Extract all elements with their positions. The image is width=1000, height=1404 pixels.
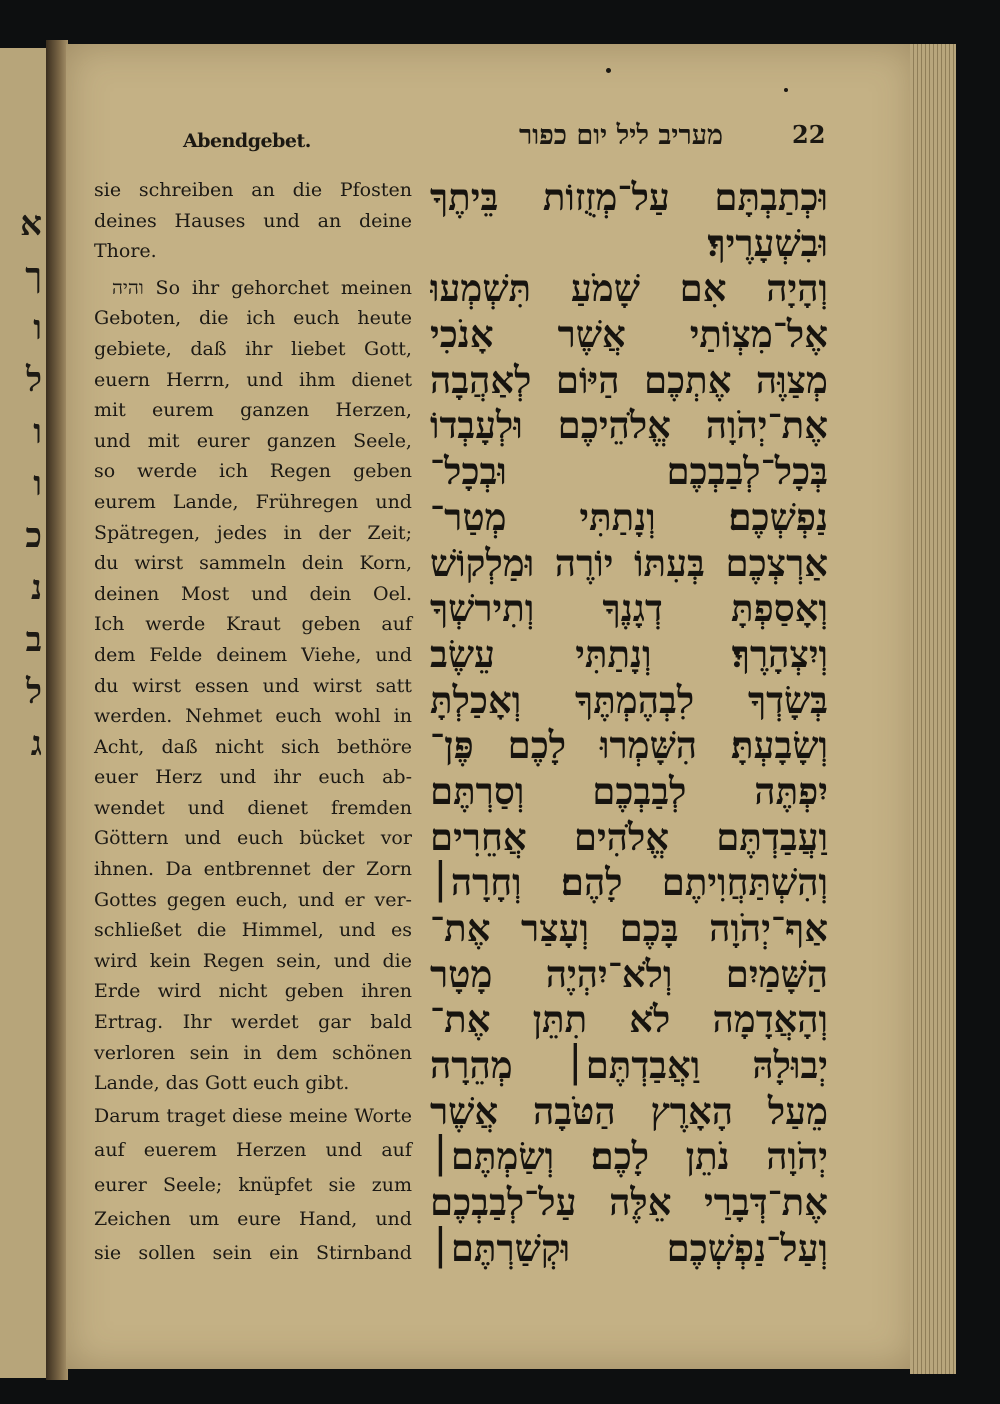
hebrew-line: וְהָאֲדָמָה לֹא תִתֵּן אֶת־ [430,997,828,1042]
german-line: mit eurem ganzen Herzen, [94,399,412,422]
previous-page-edge [0,48,48,1378]
german-line: Lande, das Gott euch gibt. [94,1072,350,1095]
german-line: Thore. [94,240,157,263]
german-line: gebiete, daß ihr liebet Gott, [94,337,412,360]
print-speck [606,68,611,73]
previous-page-glyph: ו [33,308,42,348]
previous-page-glyph: ך [25,256,42,296]
hebrew-line: יְהֹוָה נֹתֵן לָכֶם׃ וְשַׂמְתֶּם׀ [430,1134,828,1179]
hebrew-line: אֶת־דְּבָרַי אֵלֶּה עַל־לְבַבְכֶם [430,1180,828,1225]
running-head-german: Abendgebet. [183,130,311,152]
german-line: eurer Seele; knüpfet sie zum [94,1173,412,1196]
german-line: werden. Nehmet euch wohl in [94,705,412,728]
german-line: schließet die Himmel, und es [94,919,412,942]
previous-page-glyph: ו [33,412,42,452]
german-line: auf euerem Herzen und auf [94,1139,412,1162]
german-translation-column [94,175,412,1271]
hebrew-line: וַעֲבַדְתֶּם אֱלֹהִים אֲחֵרִים [430,814,828,859]
german-line: eurem Lande, Frühregen und [94,490,412,513]
german-line: und mit eurer ganzen Seele, [94,429,412,452]
previous-page-glyph: כ [25,516,42,556]
hebrew-line: בְּשָׂדְךָ לִבְהֶמְתֶּךָ וְאָכַלְתָּ [430,677,828,722]
german-line: ihnen. Da entbrennet der Zorn [94,858,412,881]
hebrew-line: יִפְתֶּה לְבַבְכֶם וְסַרְתֶּם [430,768,828,813]
german-line: Erde wird nicht geben ihren [94,980,412,1003]
book-gutter [46,40,68,1380]
hebrew-line: וְעַל־נַפְשְׁכֶם וּקְשַׁרְתֶּם׀ [430,1225,828,1270]
hebrew-line: וְיִצְהָרֶךָ׃ וְנָתַתִּי עֵשֶׂב [430,631,828,676]
german-line: sie sollen sein ein Stirnband [94,1242,412,1265]
german-line: verloren sein in dem schönen [94,1041,412,1064]
german-line: euern Herrn, und ihm dienet [94,368,412,391]
hebrew-line: בְּכָל־לְבַבְכֶם וּבְכָל־ [430,449,828,494]
hebrew-line: וְהִשְׁתַּחֲוִיתֶם לָהֶם׃ וְחָרָה׀ [430,860,828,905]
previous-page-glyph: ב [25,620,42,660]
german-line: Zeichen um eure Hand, und [94,1207,412,1230]
german-line: Darum traget diese meine Worte [94,1104,412,1127]
hebrew-line: אֶל־מִצְוֹתַי אֲשֶׁר אָנֹכִי [430,312,828,357]
hebrew-line: וְאָסַפְתָּ דְגָנֶךָ וְתִירשְׁךָ [430,586,828,631]
german-line: sie schreiben an die Pfosten [94,179,412,201]
hebrew-line: וְהָיָה אִם שָׁמֹעַ תִּשְׁמְעוּ [430,266,828,311]
german-line: wird kein Regen sein, und die [94,949,412,972]
german-line: Acht, daß nicht sich bethöre [94,735,412,758]
german-line: du wirst essen und wirst satt [94,674,412,697]
german-line: du wirst sammeln dein Korn, [94,552,412,575]
previous-page-glyph: ל [26,672,42,712]
german-line: euer Herz und ihr euch ab- [94,766,412,789]
previous-page-glyph: ו [33,464,42,504]
german-line: Ertrag. Ihr werdet gar bald [94,1011,412,1034]
hebrew-line: אַף־יְהֹוָה בָּכֶם וְעָצַר אֶת־ [430,906,828,950]
hebrew-line: וּבִשְׁעָרֶיךָ׃ [707,220,828,265]
page-number: 22 [792,120,826,149]
hebrew-line: אַרְצְכֶם בְּעִתּוֹ יוֹרֶה וּמַלְקוֹשׁ [430,540,828,585]
previous-page-glyph: נ [30,568,42,608]
hebrew-line: יְבוּלָהּ וַאֲבַדְתֶּם׀ מְהֵרָה [430,1043,828,1088]
german-line: deinen Most und dein Oel. [94,582,412,605]
page-edges [910,44,956,1374]
german-line: dem Felde deinem Viehe, und [94,643,412,666]
german-line: Göttern und euch bücket vor [94,827,412,850]
hebrew-line: מְצַוֶּה אֶתְכֶם הַיּוֹם לְאַהֲבָה [430,357,828,402]
german-line: Geboten, die ich euch heute [94,307,412,330]
running-head-hebrew: מעריב ליל יום כפור [518,120,724,151]
german-line: Spätregen, jedes in der Zeit; [94,521,412,544]
german-line: wendet und dienet fremden [94,796,412,819]
german-line: Ich werde Kraut geben auf [94,613,412,636]
hebrew-line: וּכְתַבְתָּם עַל־מְזֻזוֹת בֵּיתֶךָ [430,175,828,219]
previous-page-glyph: ג [30,724,42,764]
hebrew-line: אֶת־יְהֹוָה אֱלֹהֵיכֶם וּלְעָבְדוֹ [430,403,828,448]
previous-page-glyph: א [20,204,42,244]
german-line: deines Hauses und an deine [94,209,412,232]
hebrew-line: וְשָׂבָעְתָּ׃ הִשָּׁמְרוּ לָכֶם פֶּן־ [430,723,828,768]
hebrew-line: נַפְשְׁכֶם׃ וְנָתַתִּי מְטַר־ [430,494,828,539]
hebrew-line: מֵעַל הָאָרֶץ הַטֹּבָה אֲשֶׁר [430,1088,828,1133]
hebrew-text-column [430,175,828,1272]
previous-page-glyph: ל [26,360,42,400]
german-line: Gottes gegen euch, und er ver- [94,888,412,911]
german-line: והיה So ihr gehorchet meinen [112,276,412,299]
previous-page-fragments [2,198,42,898]
print-speck [784,88,788,92]
german-line: so werde ich Regen geben [94,460,412,483]
hebrew-line: הַשָּׁמַיִם וְלֹא־יִהְיֶה מָטָר [430,951,828,996]
